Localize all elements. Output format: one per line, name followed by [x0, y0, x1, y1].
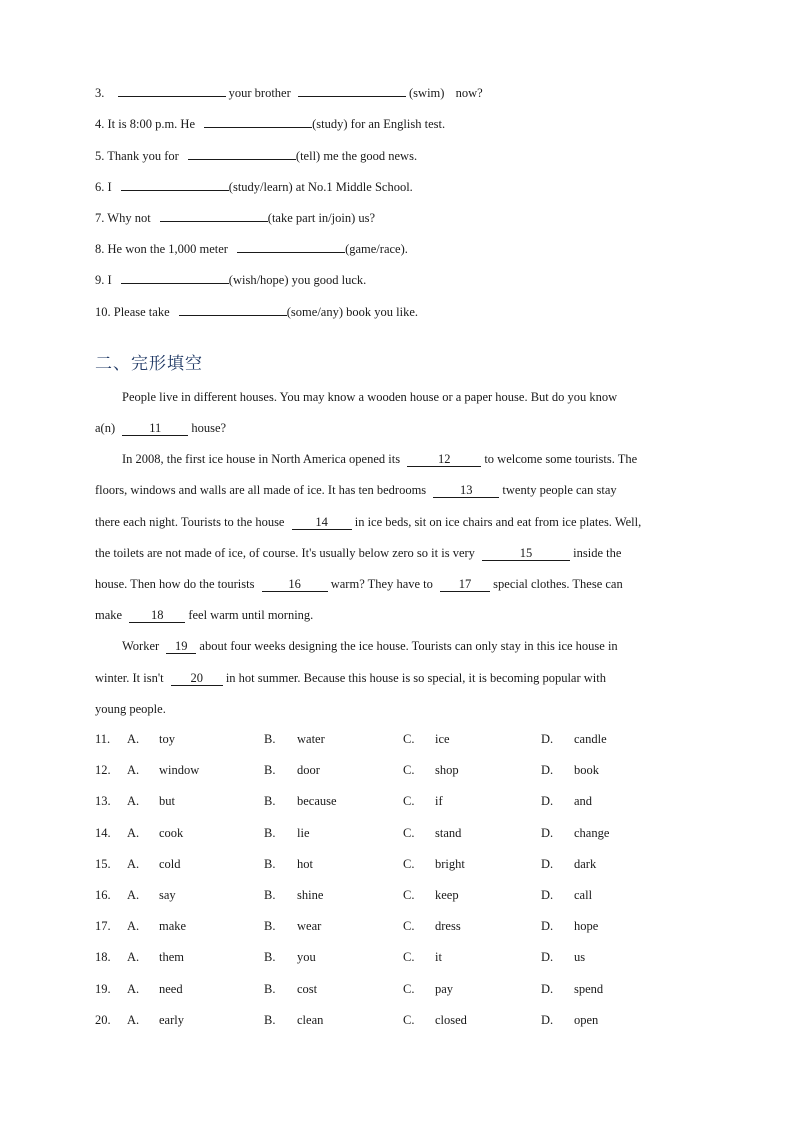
- option-letter-b: B.: [264, 888, 276, 902]
- cloze-blank-13[interactable]: 13: [433, 483, 499, 498]
- option-c[interactable]: pay: [435, 982, 454, 996]
- option-letter-c: C.: [403, 1013, 415, 1027]
- option-c[interactable]: if: [435, 794, 443, 808]
- option-d[interactable]: spend: [574, 982, 604, 996]
- cloze-blank-14[interactable]: 14: [292, 515, 352, 530]
- option-d[interactable]: change: [574, 826, 610, 840]
- option-b[interactable]: door: [297, 763, 320, 777]
- passage-line: [122, 389, 617, 405]
- passage-line: [95, 576, 623, 592]
- question-text: (game/race).: [345, 242, 408, 256]
- passage-line: [95, 607, 313, 623]
- passage-text: make: [95, 608, 123, 622]
- option-letter-c: C.: [403, 826, 415, 840]
- option-c[interactable]: bright: [435, 857, 465, 871]
- cloze-blank-12[interactable]: 12: [407, 452, 481, 467]
- option-a[interactable]: them: [159, 950, 184, 964]
- hint-text: (swim): [409, 86, 445, 100]
- option-b[interactable]: you: [297, 950, 316, 964]
- option-number: 20.: [95, 1013, 111, 1027]
- answer-blank[interactable]: [121, 271, 229, 284]
- option-letter-b: B.: [264, 950, 276, 964]
- answer-blank[interactable]: [121, 178, 229, 191]
- option-letter-d: D.: [541, 794, 554, 808]
- question-8: [95, 240, 408, 257]
- option-c[interactable]: shop: [435, 763, 459, 777]
- option-letter-c: C.: [403, 857, 415, 871]
- option-letter-a: A.: [127, 982, 140, 996]
- option-d[interactable]: and: [574, 794, 593, 808]
- passage-line: [122, 638, 618, 654]
- question-text: (some/any) book you like.: [286, 305, 418, 319]
- option-a[interactable]: toy: [159, 732, 175, 746]
- question-text: 6. I: [95, 180, 112, 194]
- passage-line: [95, 545, 621, 561]
- option-number: 14.: [95, 826, 111, 840]
- question-5: [95, 147, 417, 164]
- option-letter-d: D.: [541, 888, 554, 902]
- option-row: [95, 857, 715, 873]
- option-a[interactable]: make: [159, 919, 187, 933]
- option-d[interactable]: call: [574, 888, 593, 902]
- passage-text: the toilets are not made of ice, of course. It's usually below zero so it is very: [95, 546, 475, 560]
- question-text: (study/learn) at No.1 Middle School.: [228, 180, 413, 194]
- option-letter-c: C.: [403, 732, 415, 746]
- option-letter-c: C.: [403, 763, 415, 777]
- cloze-blank-18[interactable]: 18: [129, 608, 185, 623]
- option-d[interactable]: dark: [574, 857, 597, 871]
- passage-line: [95, 670, 606, 686]
- passage-line: [122, 451, 637, 467]
- question-10: [95, 303, 418, 320]
- option-b[interactable]: because: [297, 794, 337, 808]
- option-letter-a: A.: [127, 919, 140, 933]
- option-row: [95, 982, 715, 998]
- option-letter-d: D.: [541, 982, 554, 996]
- passage-text: young people.: [95, 702, 166, 716]
- question-text: (tell) me the good news.: [295, 149, 418, 163]
- answer-blank[interactable]: [118, 84, 226, 97]
- question-6: [95, 178, 413, 195]
- question-text: (study) for an English test.: [312, 117, 446, 131]
- option-a[interactable]: cold: [159, 857, 181, 871]
- answer-blank[interactable]: [298, 84, 406, 97]
- option-row: [95, 763, 715, 779]
- option-b[interactable]: cost: [297, 982, 318, 996]
- option-number: 19.: [95, 982, 111, 996]
- option-row: [95, 919, 715, 935]
- passage-text: feel warm until morning.: [188, 608, 314, 622]
- option-c[interactable]: stand: [435, 826, 462, 840]
- option-letter-a: A.: [127, 1013, 140, 1027]
- option-row: [95, 794, 715, 810]
- question-text: 9. I: [95, 273, 112, 287]
- passage-text: there each night. Tourists to the house: [95, 515, 285, 529]
- question-text: 7. Why not: [95, 211, 151, 225]
- answer-blank[interactable]: [179, 303, 287, 316]
- option-letter-a: A.: [127, 732, 140, 746]
- option-d[interactable]: book: [574, 763, 599, 777]
- option-letter-c: C.: [403, 794, 415, 808]
- option-row: [95, 1013, 715, 1029]
- option-number: 18.: [95, 950, 111, 964]
- option-c[interactable]: ice: [435, 732, 450, 746]
- question-text: 4. It is 8:00 p.m. He: [95, 117, 195, 131]
- passage-line: [95, 701, 166, 717]
- option-b[interactable]: water: [297, 732, 325, 746]
- option-letter-b: B.: [264, 982, 276, 996]
- question-text: now?: [455, 86, 483, 100]
- option-letter-b: B.: [264, 763, 276, 777]
- question-text: 10. Please take: [95, 305, 170, 319]
- question-number: 3.: [95, 86, 105, 100]
- option-a[interactable]: but: [159, 794, 175, 808]
- question-text: 8. He won the 1,000 meter: [95, 242, 228, 256]
- option-letter-a: A.: [127, 950, 140, 964]
- answer-blank[interactable]: [237, 240, 345, 253]
- passage-text: special clothes. These can: [493, 577, 623, 591]
- passage-text: about four weeks designing the ice house. Tourists can only stay in this ice house in: [199, 639, 618, 653]
- option-a[interactable]: window: [159, 763, 200, 777]
- passage-line: [95, 514, 641, 530]
- option-b[interactable]: wear: [297, 919, 322, 933]
- cloze-blank-15[interactable]: 15: [482, 546, 570, 561]
- option-b[interactable]: hot: [297, 857, 313, 871]
- question-text: (wish/hope) you good luck.: [228, 273, 367, 287]
- option-row: [95, 888, 715, 904]
- option-row: [95, 950, 715, 966]
- passage-text: floors, windows and walls are all made of ice. It has ten bedrooms: [95, 483, 427, 497]
- option-d[interactable]: open: [574, 1013, 599, 1027]
- question-9: [95, 271, 366, 288]
- option-d[interactable]: candle: [574, 732, 607, 746]
- option-a[interactable]: cook: [159, 826, 184, 840]
- passage-text: In 2008, the first ice house in North America opened its: [122, 452, 401, 466]
- option-letter-b: B.: [264, 857, 276, 871]
- option-letter-d: D.: [541, 919, 554, 933]
- option-b[interactable]: clean: [297, 1013, 324, 1027]
- option-d[interactable]: us: [574, 950, 586, 964]
- option-letter-b: B.: [264, 1013, 276, 1027]
- option-letter-a: A.: [127, 826, 140, 840]
- option-b[interactable]: lie: [297, 826, 310, 840]
- option-letter-b: B.: [264, 919, 276, 933]
- option-c[interactable]: it: [435, 950, 442, 964]
- passage-line: [95, 420, 226, 436]
- answer-blank[interactable]: [188, 147, 296, 160]
- option-letter-b: B.: [264, 826, 276, 840]
- option-c[interactable]: closed: [435, 1013, 467, 1027]
- passage-text: Worker: [122, 639, 160, 653]
- question-text: (take part in/join) us?: [267, 211, 376, 225]
- option-a[interactable]: say: [159, 888, 176, 902]
- option-d[interactable]: hope: [574, 919, 599, 933]
- option-number: 12.: [95, 763, 111, 777]
- answer-blank[interactable]: [204, 115, 312, 128]
- option-letter-d: D.: [541, 763, 554, 777]
- passage-text: warm? They have to: [330, 577, 433, 591]
- cloze-blank-11[interactable]: 11: [122, 421, 188, 436]
- passage-text: winter. It isn't: [95, 671, 164, 685]
- answer-blank[interactable]: [160, 209, 268, 222]
- option-letter-a: A.: [127, 794, 140, 808]
- option-number: 11.: [95, 732, 111, 746]
- question-7: [95, 209, 375, 226]
- question-3: [95, 84, 483, 101]
- option-b[interactable]: shine: [297, 888, 324, 902]
- option-letter-c: C.: [403, 982, 415, 996]
- option-number: 13.: [95, 794, 111, 808]
- option-letter-c: C.: [403, 919, 415, 933]
- cloze-blank-20[interactable]: 20: [171, 671, 223, 686]
- option-number: 17.: [95, 919, 111, 933]
- option-row: [95, 826, 715, 842]
- passage-text: inside the: [573, 546, 622, 560]
- option-c[interactable]: keep: [435, 888, 459, 902]
- option-letter-b: B.: [264, 794, 276, 808]
- option-letter-a: A.: [127, 857, 140, 871]
- passage-text: in ice beds, sit on ice chairs and eat from ice plates. Well,: [354, 515, 642, 529]
- passage-text: to welcome some tourists. The: [484, 452, 638, 466]
- option-letter-d: D.: [541, 857, 554, 871]
- option-row: [95, 732, 715, 748]
- passage-line: [95, 482, 617, 498]
- option-a[interactable]: need: [159, 982, 183, 996]
- option-letter-b: B.: [264, 732, 276, 746]
- option-letter-d: D.: [541, 950, 554, 964]
- option-letter-c: C.: [403, 888, 415, 902]
- option-c[interactable]: dress: [435, 919, 461, 933]
- option-letter-a: A.: [127, 888, 140, 902]
- question-text: your brother: [228, 86, 291, 100]
- option-letter-a: A.: [127, 763, 140, 777]
- section-title: 二、完形填空: [95, 354, 203, 374]
- passage-text: twenty people can stay: [502, 483, 617, 497]
- question-text: 5. Thank you for: [95, 149, 179, 163]
- passage-text: in hot summer. Because this house is so special, it is becoming popular with: [225, 671, 606, 685]
- cloze-blank-16[interactable]: 16: [262, 577, 328, 592]
- cloze-blank-19[interactable]: 19: [166, 639, 196, 654]
- option-a[interactable]: early: [159, 1013, 184, 1027]
- option-letter-d: D.: [541, 1013, 554, 1027]
- option-letter-c: C.: [403, 950, 415, 964]
- cloze-blank-17[interactable]: 17: [440, 577, 490, 592]
- passage-text: house?: [191, 421, 227, 435]
- option-letter-d: D.: [541, 732, 554, 746]
- option-number: 15.: [95, 857, 111, 871]
- option-letter-d: D.: [541, 826, 554, 840]
- passage-text: People live in different houses. You may know a wooden house or a paper house. But do you know: [122, 390, 618, 404]
- question-4: [95, 115, 445, 132]
- passage-text: house. Then how do the tourists: [95, 577, 255, 591]
- passage-text: a(n): [95, 421, 116, 435]
- option-number: 16.: [95, 888, 111, 902]
